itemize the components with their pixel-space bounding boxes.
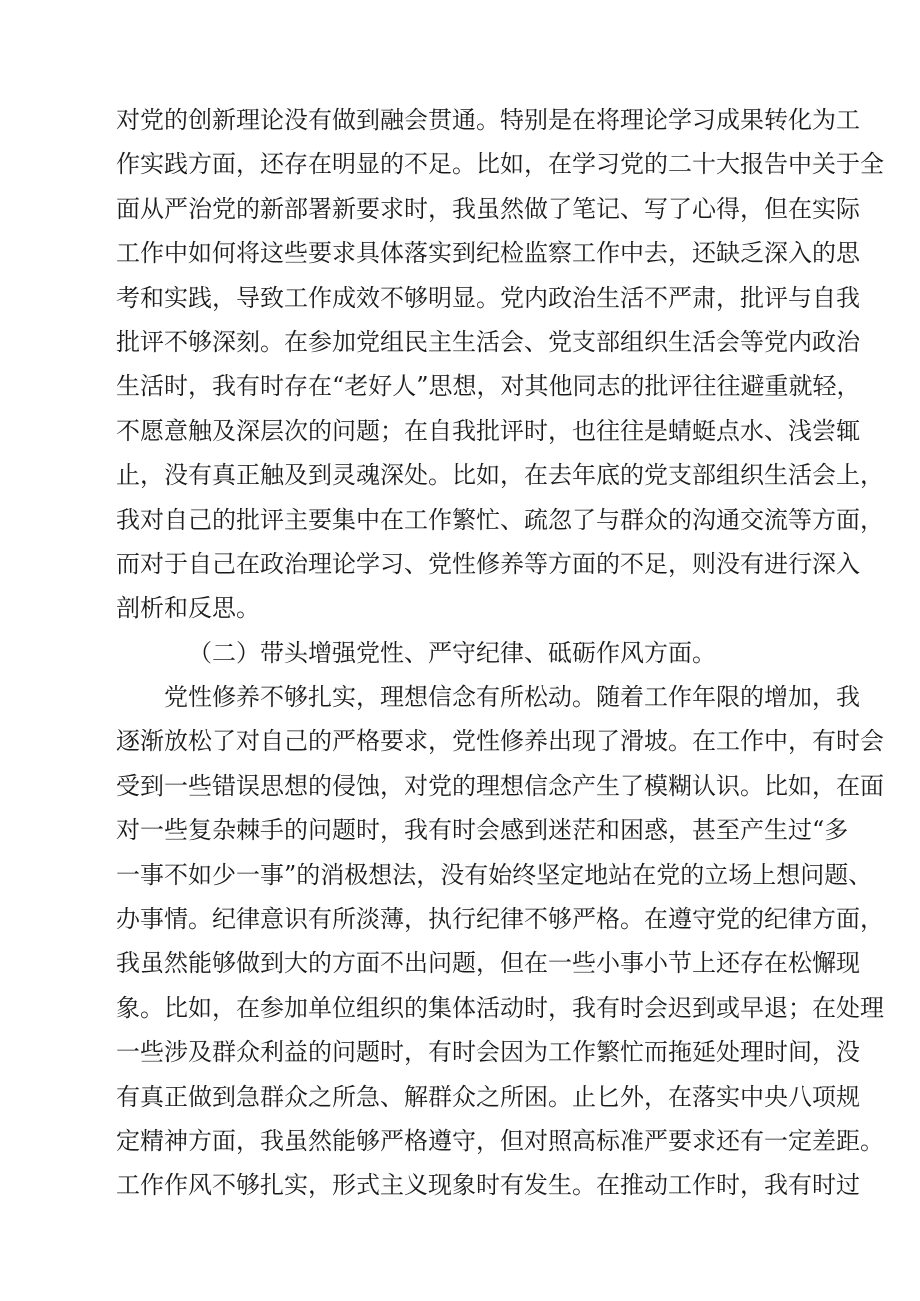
- section-heading: （二）带头增强党性、严守纪律、砥砺作风方面。: [188, 638, 716, 667]
- text-line: 不愿意触及深层次的问题；在自我批评时，也往往是蜻蜓点水、浅尝辄: [116, 416, 860, 445]
- text-line: 工作作风不够扎实，形式主义现象时有发生。在推动工作时，我有时过: [116, 1171, 860, 1200]
- text-line: 对党的创新理论没有做到融会贯通。特别是在将理论学习成果转化为工: [116, 106, 860, 134]
- text-line: 我虽然能够做到大的方面不出问题，但在一些小事小节上还存在松懈现: [116, 949, 860, 978]
- text-line: 止，没有真正触及到灵魂深处。比如，在去年底的党支部组织生活会上，: [116, 461, 884, 490]
- text-line: 有真正做到急群众之所急、解群众之所困。止匕外，在落实中央八项规: [116, 1082, 860, 1111]
- text-line: 而对于自己在政治理论学习、党性修养等方面的不足，则没有进行深入: [116, 549, 860, 578]
- text-line: 对一些复杂棘手的问题时，我有时会感到迷茫和困惑，甚至产生过“多: [116, 816, 849, 845]
- text-line: 受到一些错误思想的侵蚀，对党的理想信念产生了模糊认识。比如，在面: [116, 771, 884, 800]
- text-line: 象。比如，在参加单位组织的集体活动时，我有时会迟到或早退；在处理: [116, 993, 884, 1022]
- text-line: 定精神方面，我虽然能够严格遵守，但对照高标准严要求还有一定差距。: [116, 1126, 884, 1155]
- text-line: 我对自己的批评主要集中在工作繁忙、疏忽了与群众的沟通交流等方面，: [116, 505, 884, 534]
- text-line: 考和实践，导致工作成效不够明显。党内政治生活不严肃，批评与自我: [116, 283, 860, 312]
- text-line: 一些涉及群众利益的问题时，有时会因为工作繁忙而拖延处理时间，没: [116, 1038, 860, 1067]
- text-line: 生活时，我有时存在“老好人”思想，对其他同志的批评往往避重就轻，: [116, 372, 861, 401]
- paragraph-end-line: 剖析和反思。: [116, 594, 260, 623]
- body-text: [116, 98, 884, 1208]
- text-line: 作实践方面，还存在明显的不足。比如，在学习党的二十大报告中关于全: [116, 150, 884, 179]
- text-line: 工作中如何将这些要求具体落实到纪检监察工作中去，还缺乏深入的思: [116, 239, 860, 268]
- text-line: 一事不如少一事”的消极想法，没有始终坚定地站在党的立场上想问题、: [116, 860, 873, 889]
- text-line: 批评不够深刻。在参加党组民主生活会、党支部组织生活会等党内政治: [116, 327, 860, 356]
- text-line: 办事情。纪律意识有所淡薄，执行纪律不够严格。在遵守党的纪律方面，: [116, 905, 884, 934]
- text-line: 面从严治党的新部署新要求时，我虽然做了笔记、写了心得，但在实际: [116, 194, 860, 223]
- paragraph-first-line: 党性修养不够扎实，理想信念有所松动。随着工作年限的增加，我: [164, 683, 860, 712]
- text-line: 逐渐放松了对自己的严格要求，党性修养出现了滑坡。在工作中，有时会: [116, 727, 884, 756]
